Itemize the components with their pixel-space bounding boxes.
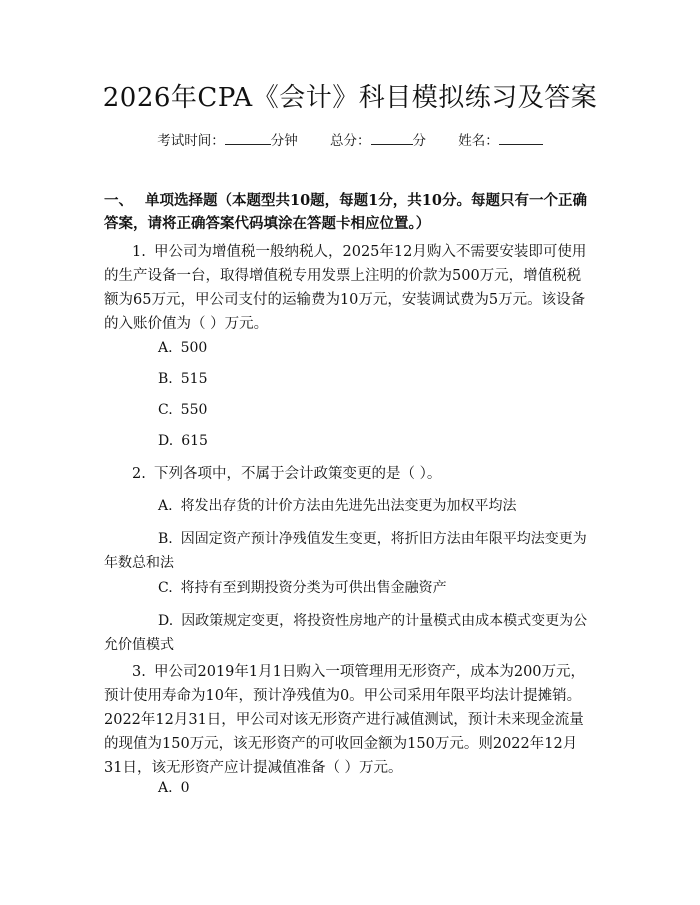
option-2d: D. 因政策规定变更，将投资性房地产的计量模式由成本模式变更为公允价值模式 <box>104 613 588 653</box>
question-2 <box>104 462 594 486</box>
exam-time-label: 考试时间： <box>157 133 225 149</box>
option-2a: A. 将发出存货的计价方法由先进先出法变更为加权平均法 <box>158 498 517 514</box>
total-score-field <box>330 130 426 151</box>
option-1a: A. 500 <box>158 340 208 356</box>
question-stem: 下列各项中，不属于会计政策变更的是（ ）。 <box>154 466 442 482</box>
question-number: 2. <box>132 466 146 482</box>
option-1d: D. 615 <box>158 433 208 449</box>
total-score-label: 总分： <box>330 133 371 149</box>
name-field <box>458 130 543 151</box>
section-heading <box>104 189 594 235</box>
question-stem: 甲公司为增值税一般纳税人，2025年12月购入不需要安装即可使用的生产设备一台，取得增值税专用发票上注明的价款为500万元，增值税税额为65万元，甲公司支付的运输费为10万元，安装调试费为5万元。该设备的入账价值为（ ）万元。 <box>104 244 587 332</box>
page-title: 2026年CPA《会计》科目模拟练习及答案 <box>102 83 598 113</box>
question-number: 1. <box>132 244 146 260</box>
section-number: 一、 <box>104 192 133 209</box>
total-score-unit: 分 <box>412 133 426 149</box>
exam-time-blank <box>225 130 271 145</box>
question-stem: 甲公司2019年1月1日购入一项管理用无形资产，成本为200万元，预计使用寿命为10年，预计净残值为0。甲公司采用年限平均法计提摊销。2022年12月31日，甲公司对该无形资产进行减值测试，预计未来现金流量的现值为150万元，该无形资产的可收回金额为150万元。则2022年12月31日，该无形资产应计提减值准备（ ）万元。 <box>104 664 586 776</box>
section-heading-text: 单项选择题（本题型共10题，每题1分，共10分。每题只有一个正确答案，请将正确答案代码填涂在答题卡相应位置。） <box>104 192 587 232</box>
question-1 <box>104 240 594 336</box>
exam-meta-line <box>0 130 700 151</box>
exam-time-field <box>157 130 298 151</box>
option-1b: B. 515 <box>158 371 208 387</box>
option-2c: C. 将持有至到期投资分类为可供出售金融资产 <box>158 580 447 596</box>
option-3a: A. 0 <box>158 780 190 796</box>
question-number: 3. <box>132 664 146 680</box>
name-blank <box>499 130 543 145</box>
option-2b: B. 因固定资产预计净残值发生变更，将折旧方法由年限平均法变更为年数总和法 <box>104 531 587 571</box>
name-label: 姓名： <box>458 133 499 149</box>
question-3 <box>104 660 594 780</box>
total-score-blank <box>371 130 413 145</box>
exam-time-unit: 分钟 <box>270 133 298 149</box>
option-1c: C. 550 <box>158 402 208 418</box>
